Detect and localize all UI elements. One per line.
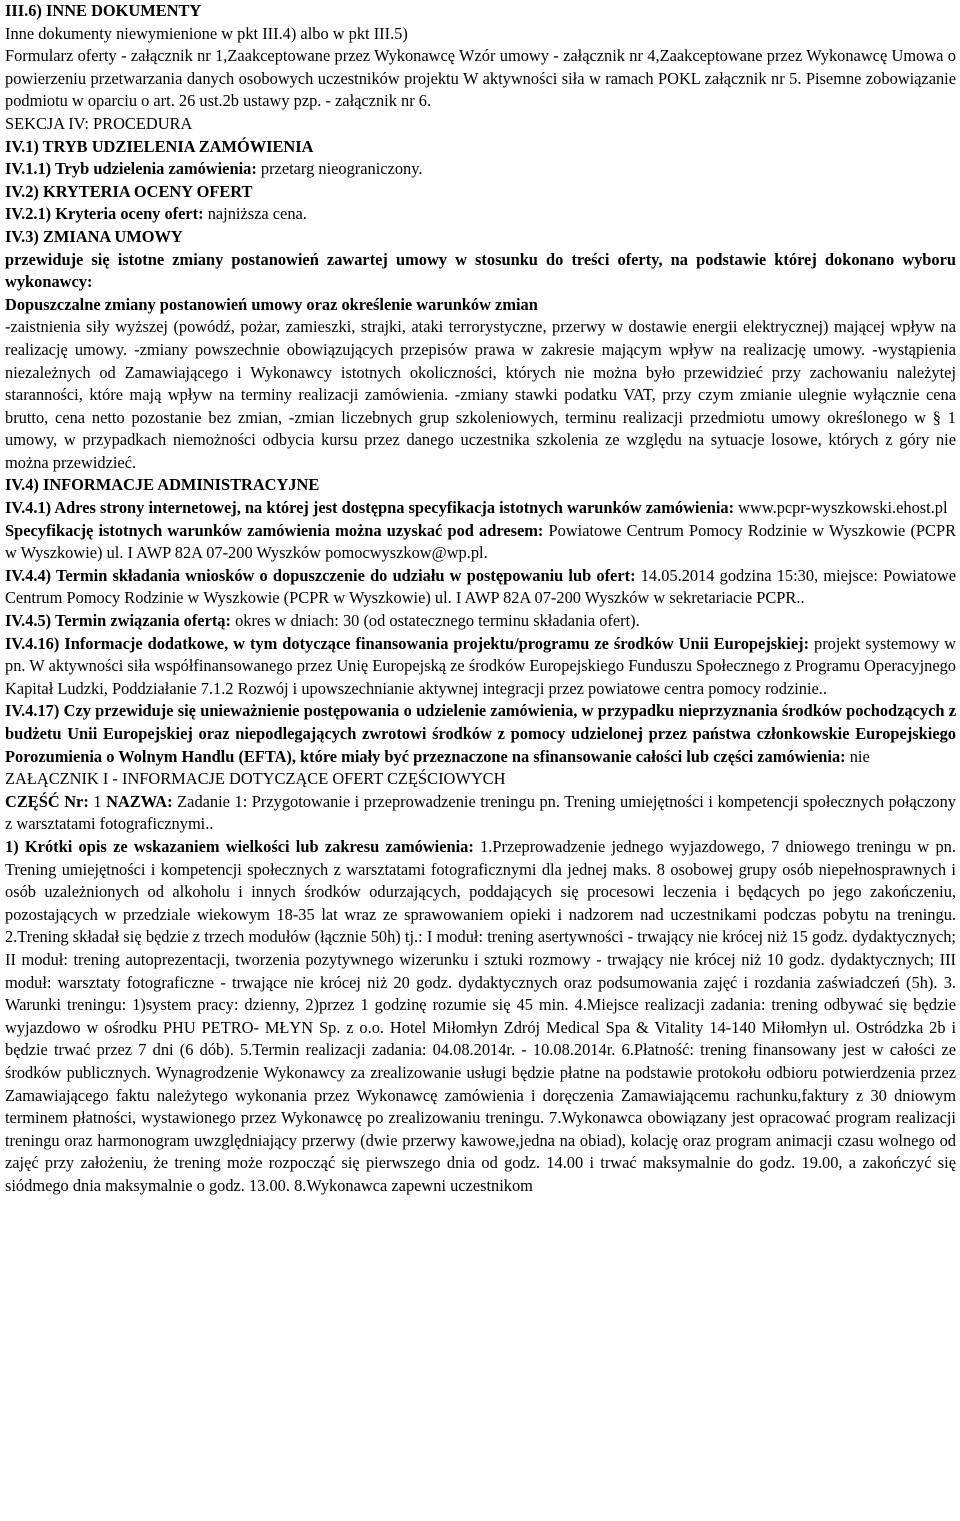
- spec-paragraph: [5, 520, 956, 565]
- iv44-label: IV.4.4) Termin składania wniosków o dopuszczenie do udziału w postępowaniu lub ofert:: [5, 565, 636, 585]
- section-iii6-line: Inne dokumenty niewymienione w pkt III.4) albo w pkt III.5): [5, 23, 408, 43]
- iv416-paragraph: [5, 633, 956, 701]
- description-label: 1) Krótki opis ze wskazaniem wielkości lub zakresu zamówienia:: [5, 836, 474, 856]
- spec-label: Specyfikację istotnych warunków zamówienia można uzyskać pod adresem:: [5, 520, 544, 540]
- iv1-heading: IV.1) TRYB UDZIELENIA ZAMÓWIENIA: [5, 136, 314, 156]
- iv44-paragraph: [5, 565, 956, 610]
- iv417-paragraph: [5, 700, 956, 768]
- spec-value: Powiatowe Centrum Pomocy Rodzinie w Wyszkowie (PCPR w Wyszkowie) ul. I AWP 82A 07-200 Wyszków pomocwyszkow@wp.pl.: [5, 520, 957, 563]
- iv11-paragraph: [5, 158, 956, 181]
- annex-description-paragraph: [5, 836, 956, 1198]
- description-value: 1.Przeprowadzenie jednego wyjazdowego, 7 dniowego treningu w pn. Trening umiejętności i kompetencji społecznych z warsztatami fotograficznymi dla jednej maks. 8 osobowej grupy osób niepełnosprawnych i osób uzależnionych od alkoholu i innych środków odurzających, poddających się procesowi leczenia i będących po jego zakończeniu, pozostających w przedziale wiekowym 18-35 lat wraz ze sprawowaniem opieki i nadzorem nad uczestnikami podczas pobytu na treningu. 2.Trening składał się będzie z trzech modułów (łącznie 50h) tj.: I moduł: trening asertywności - trwający nie krócej niż 15 godz. dydaktycznych; II moduł: trening autoprezentacji, tworzenia pozytywnego wizerunku i sztuki rozmowy - trwający nie krócej niż 10 godz. dydaktycznych; III moduł: warsztaty fotograficzne - trwające nie krócej niż 20 godz. dydaktycznych oraz podsumowania zajęć i rozdania zaświadczeń (5h). 3. Warunki treningu: 1)system pracy: dzienny, 2)przez 1 godzinę rozumie się 45 min. 4.Miejsce realizacji zadania: trening odbywać się będzie wyjazdowo w ośrodku PHU PETRO- MŁYN Sp. z o.o. Hotel Miłomłyn Zdrój Medical Spa & Vitality 14-140 Miłomłyn ul. Ostródzka 2b i będzie trwać przez 7 dni (6 dób). 5.Termin realizacji zadania: 04.08.2014r. - 10.08.2014r. 6.Płatność: trening finansowany jest w całości ze środków publicznych. Wynagrodzenie Wykonawcy za zrealizowanie usługi będzie płatne na podstawie protokołu odbioru potwierdzenia przez Zamawiającego faktu należytego wykonania przez Wykonawcę zamówienia i doręczenia Zamawiającemu rachunku,faktury z 30 dniowym terminem płatności, wystawionego przez Wykonawcę po zrealizowaniu treningu. 7.Wykonawca obowiązany jest opracować program realizacji treningu oraz harmonogram uwzględniający przerwy (dwie przerwy kawowe,jedna na obiad), kolację oraz program animacji czasu wolnego od zajęć przy założeniu, że trening może rozpocząć się pierwszego dnia od godz. 14.00 i trwać maksymalnie do godz. 19.00, a zakończyć się siódmego dnia maksymalnie o godz. 13.00. 8.Wykonawca zapewni uczestnikom: [5, 836, 956, 1195]
- section-iii6-heading: III.6) INNE DOKUMENTY: [5, 1, 202, 20]
- section-iv-title: SEKCJA IV: PROCEDURA: [5, 113, 193, 133]
- annex-title: ZAŁĄCZNIK I - INFORMACJE DOTYCZĄCE OFERT CZĘŚCIOWYCH: [5, 769, 506, 789]
- name-label: NAZWA:: [106, 791, 173, 811]
- iv21-paragraph: [5, 203, 956, 226]
- name-value: Zadanie 1: Przygotowanie i przeprowadzenie treningu pn. Trening umiejętności i kompetencji społecznych połączony z warsztatami fotograficznymi..: [5, 791, 956, 834]
- iv21-value: najniższa cena.: [207, 204, 307, 224]
- iv416-label: IV.4.16) Informacje dodatkowe, w tym dotyczące finansowania projektu/programu ze środków Unii Europejskiej:: [5, 633, 810, 653]
- part-number: 1: [93, 791, 102, 811]
- iv2-heading: IV.2) KRYTERIA OCENY OFERT: [5, 181, 253, 201]
- iv44-value: 14.05.2014 godzina 15:30, miejsce: Powiatowe Centrum Pomocy Rodzinie w Wyszkowie (PCPR w Wyszkowie) ul. I AWP 82A 07-200 Wyszków w sekretariacie PCPR..: [5, 565, 956, 608]
- iv3-bold-statement: przewiduje się istotne zmiany postanowień zawartej umowy w stosunku do treści oferty, na podstawie której dokonano wyboru wykonawcy:: [5, 249, 956, 292]
- iv3-text: -zaistnienia siły wyższej (powódź, pożar, zamieszki, strajki, ataki terrorystyczne, przerwy w dostawie energii elektrycznej) mającej wpływ na realizację umowy. -zmiany powszechnie obowiązujących przepisów prawa w zakresie mającym wpływ na realizację umowy. -wystąpienia niezależnych od Zamawiającego i Wykonawcy istotnych okoliczności, których nie można było przewidzieć przy zachowaniu należytej staranności, które mają wpływ na terminy realizacji zamówienia. -zmiany stawki podatku VAT, przy czym zmianie ulegnie wyłącznie cena brutto, cena netto pozostanie bez zmian, -zmian liczebnych grup szkoleniowych, terminu realizacji przedmiotu umowy określonego w § 1 umowy, w przypadkach niemożności odbycia kursu przez danego uczestnika szkolenia ze względu na sytuacje losowe, których z góry nie można przewidzieć.: [5, 317, 956, 472]
- annex-part-paragraph: [5, 791, 956, 836]
- iv417-value: nie: [849, 746, 870, 766]
- iv41-label: IV.4.1) Adres strony internetowej, na której jest dostępna specyfikacja istotnych warunków zamówienia:: [5, 498, 735, 518]
- iv3-subheading: Dopuszczalne zmiany postanowień umowy oraz określenie warunków zmian: [5, 294, 538, 314]
- iv11-value: przetarg nieograniczony.: [260, 159, 423, 179]
- iv21-label: IV.2.1) Kryteria oceny ofert:: [5, 204, 204, 224]
- iv11-label: IV.1.1) Tryb udzielenia zamówienia:: [5, 159, 257, 179]
- iv45-paragraph: [5, 610, 956, 633]
- iv45-value: okres w dniach: 30 (od ostatecznego terminu składania ofert).: [235, 611, 640, 631]
- iv41-value: www.pcpr-wyszkowski.ehost.pl: [738, 498, 948, 518]
- iv3-heading: IV.3) ZMIANA UMOWY: [5, 226, 183, 246]
- part-label: CZĘŚĆ Nr:: [5, 791, 89, 811]
- iv4-heading: IV.4) INFORMACJE ADMINISTRACYJNE: [5, 475, 320, 495]
- section-iii6-body: Formularz oferty - załącznik nr 1,Zaakceptowane przez Wykonawcę Wzór umowy - załącznik nr 4,Zaakceptowane przez Wykonawcę Umowa o powierzeniu przetwarzania danych osobowych uczestników projektu W aktywności siła w ramach POKL załącznik nr 5. Pisemne zobowiązanie podmiotu w oparciu o art. 26 ust.2b ustawy pzp. - załącznik nr 6.: [5, 46, 956, 111]
- iv45-label: IV.4.5) Termin związania ofertą:: [5, 611, 231, 631]
- iv417-label: IV.4.17) Czy przewiduje się unieważnienie postępowania o udzielenie zamówienia, w przypadku nieprzyznania środków pochodzących z budżetu Unii Europejskiej oraz niepodlegających zwrotowi środków z pomocy udzielonej przez państwa członkowskie Europejskiego Porozumienia o Wolnym Handlu (EFTA), które miały być przeznaczone na sfinansowanie całości lub części zamówienia:: [5, 701, 956, 766]
- iv41-paragraph: [5, 497, 956, 520]
- iv416-value: projekt systemowy w pn. W aktywności siła współfinansowanego przez Unię Europejską ze środków Europejskiego Funduszu Społecznego z Programu Operacyjnego Kapitał Ludzki, Poddziałanie 7.1.2 Rozwój i upowszechnianie aktywnej integracji przez powiatowe centra pomocy rodzinie..: [5, 633, 956, 698]
